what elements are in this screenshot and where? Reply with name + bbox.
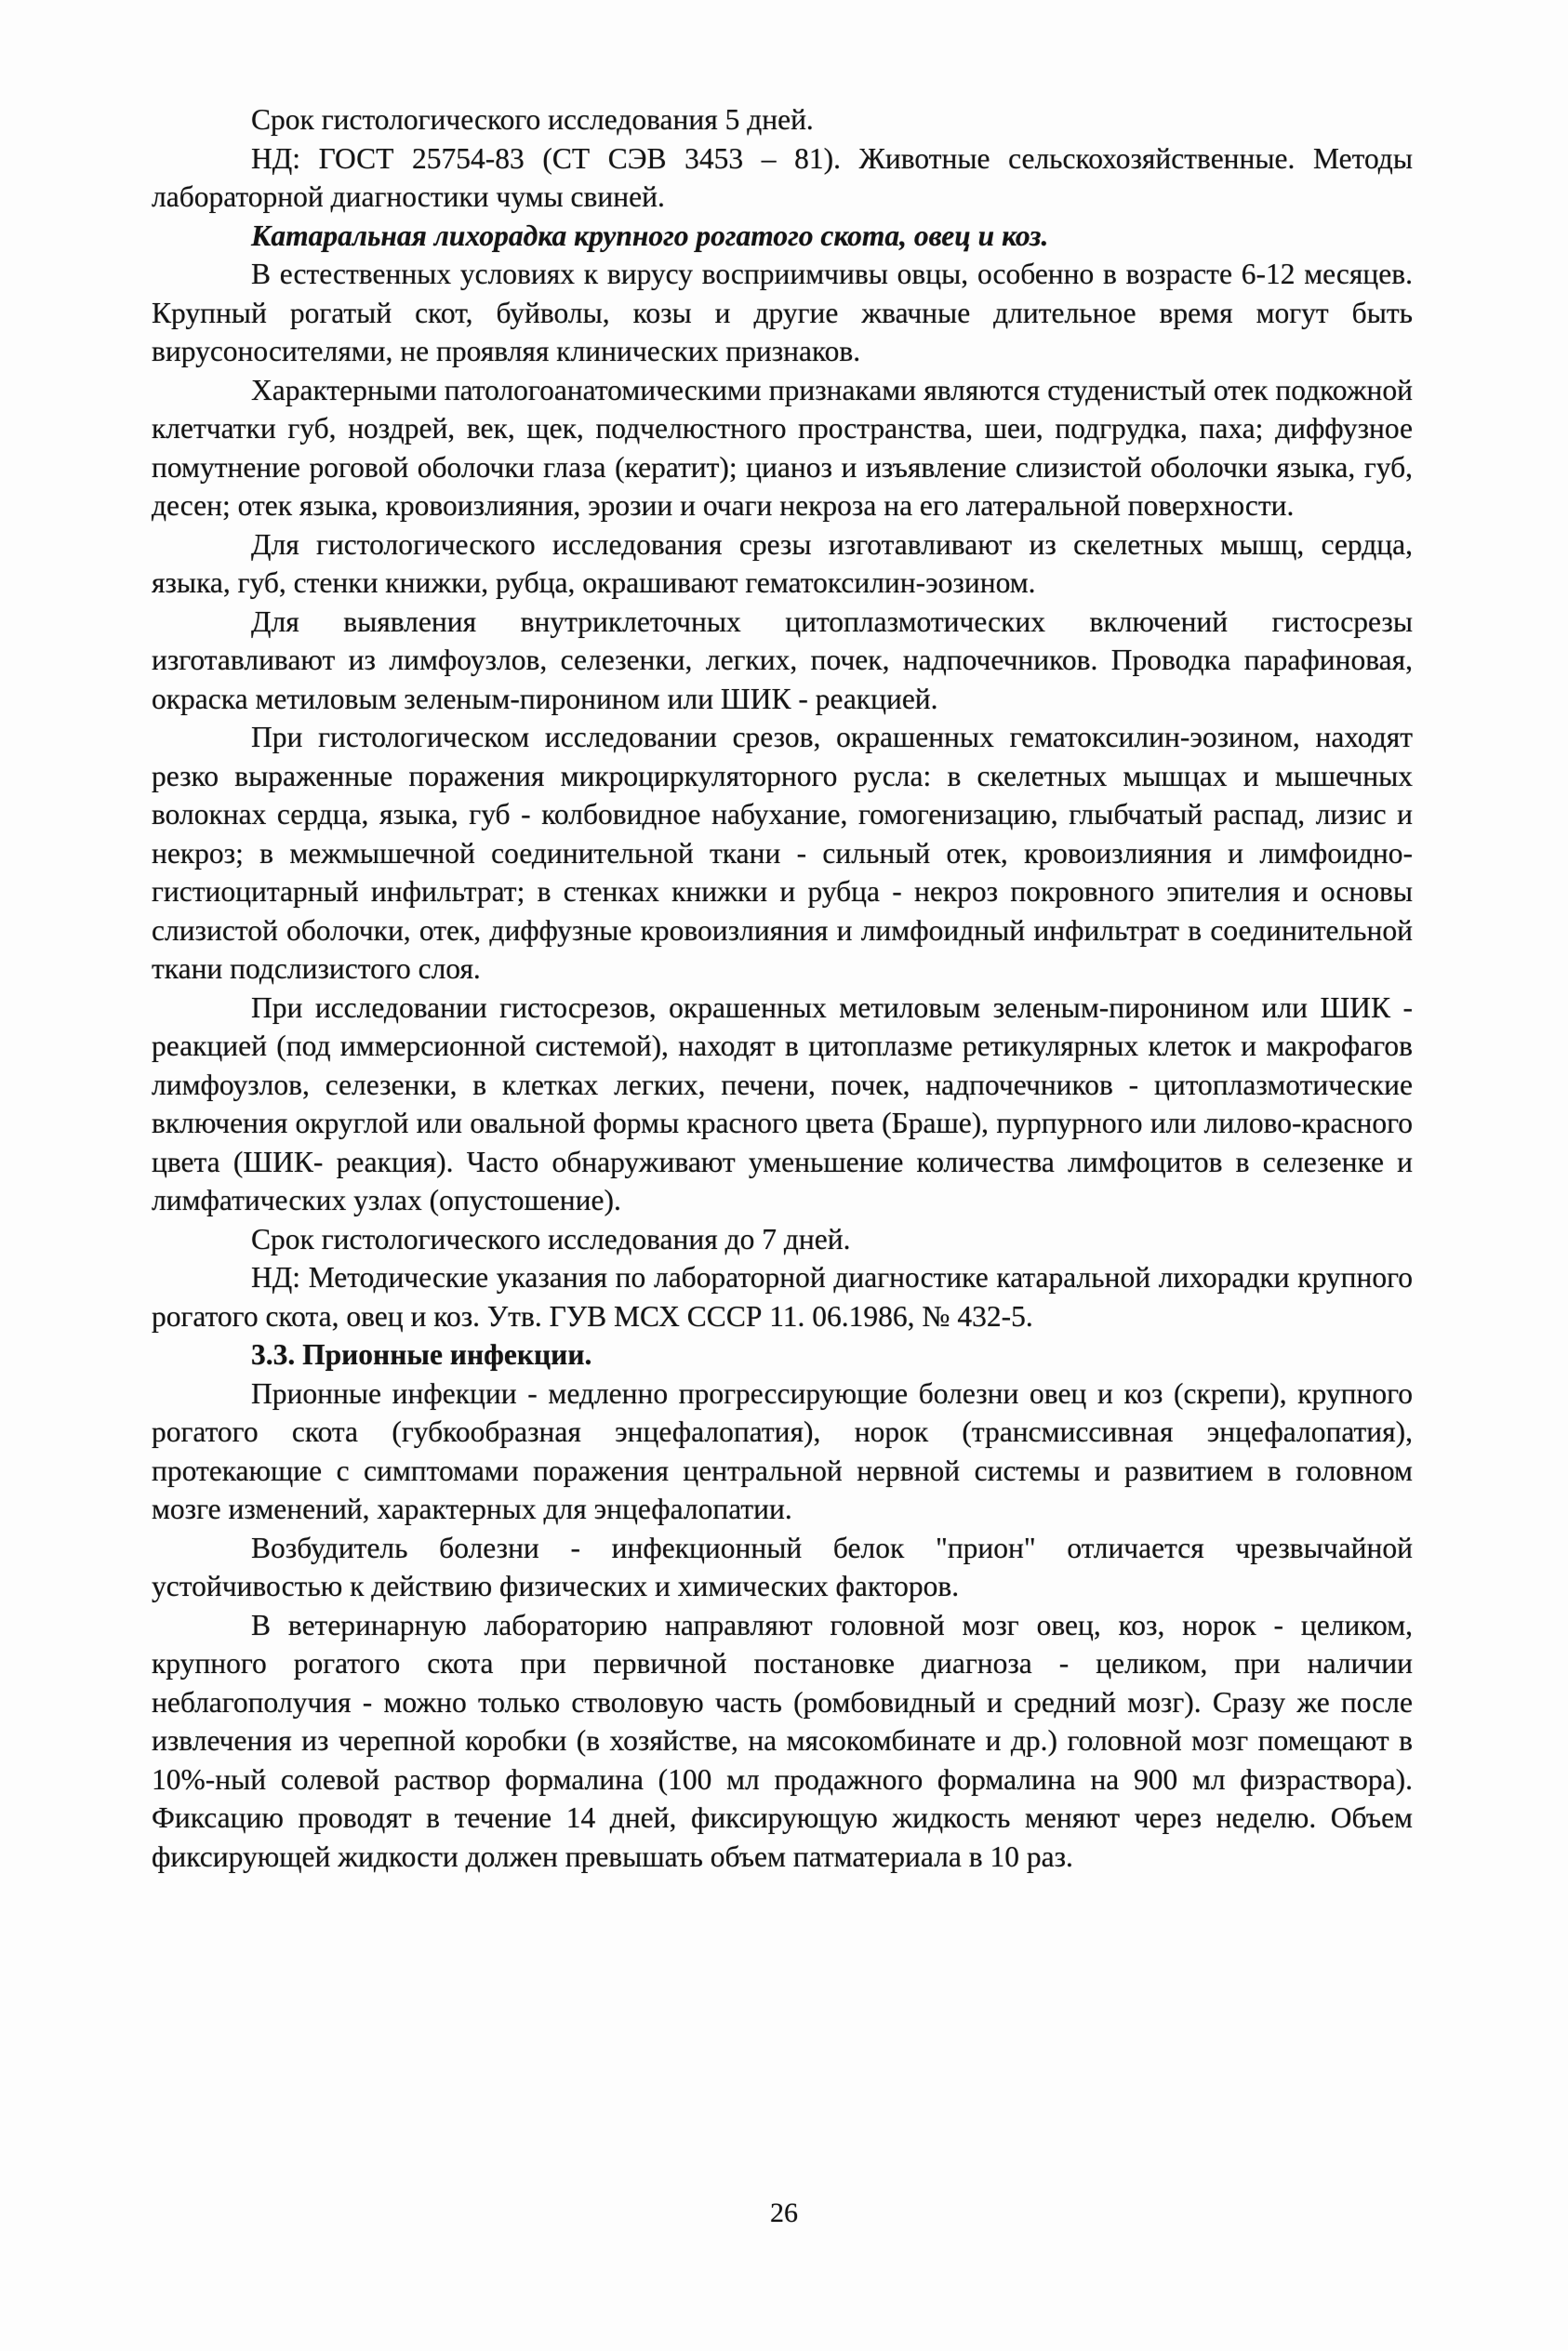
paragraph-normative-document: НД: ГОСТ 25754-83 (СТ СЭВ 3453 – 81). Животные сельскохозяйственные. Методы лабораторной диагностики чумы свиней. xyxy=(152,141,1413,213)
paragraph: Для гистологического исследования срезы изготавливают из скелетных мышц, сердца, языка, губ, стенки книжки, рубца, окрашивают гематоксилин-эозином. xyxy=(152,527,1413,599)
page-number: 26 xyxy=(770,2198,798,2228)
paragraph: Прионные инфекции - медленно прогрессирующие болезни овец и коз (скрепи), крупного рогатого скота (губкообразная энцефалопатия), норок (трансмиссивная энцефалопатия), протекающие с симптомами поражения центральной нервной системы и развитием в головном мозге изменений, характерных для энцефалопатии. xyxy=(152,1376,1413,1525)
page-body xyxy=(152,100,1413,1876)
paragraph: При гистологическом исследовании срезов, окрашенных гематоксилин-эозином, находят резко выраженные поражения микроциркуляторного русла: в скелетных мышцах и мышечных волокнах сердца, языка, губ - колбовидное набухание, гомогенизацию, глыбчатый распад, лизис и некроз; в межмышечной соединительной ткани - сильный отек, кровоизлияния и лимфоидно-гистиоцитарный инфильтрат; в стенках книжки и рубца - некроз покровного эпителия и основы слизистой оболочки, отек, диффузные кровоизлияния и лимфоидный инфильтрат в соединительной ткани подслизистого слоя. xyxy=(152,721,1413,985)
paragraph: Характерными патологоанатомическими признаками являются студенистый отек подкожной клетчатки губ, ноздрей, век, щек, подчелюстного пространства, шеи, подгрудка, паха; диффузное помутнение роговой оболочки глаза (кератит); цианоз и изъявление слизистой оболочки языка, губ, десен; отек языка, кровоизлияния, эрозии и очаги некроза на его латеральной поверхности. xyxy=(152,373,1413,522)
section-heading-catarrhal-fever: Катаральная лихорадка крупного рогатого скота, овец и коз. xyxy=(251,219,1049,252)
paragraph: В ветеринарную лабораторию направляют головной мозг овец, коз, норок - целиком, крупного рогатого скота при первичной постановке диагноза - целиком, при наличии неблагополучия - можно только стволовую часть (ромбовидный и средний мозг). Сразу же после извлечения из черепной коробки (в хозяйстве, на мясокомбинате и др.) головной мозг помещают в 10%-ный солевой раствор формалина (100 мл продажного формалина на 900 мл физраствора). Фиксацию проводят в течение 14 дней, фиксирующую жидкость меняют через неделю. Объем фиксирующей жидкости должен превышать объем патматериала в 10 раз. xyxy=(152,1608,1413,1873)
paragraph: Срок гистологического исследования до 7 дней. xyxy=(251,1222,851,1255)
paragraph: Возбудитель болезни - инфекционный белок "прион" отличается чрезвычайной устойчивостью к действию физических и химических факторов. xyxy=(152,1531,1413,1602)
paragraph: Для выявления внутриклеточных цитоплазмотических включений гистосрезы изготавливают из лимфоузлов, селезенки, легких, почек, надпочечников. Проводка парафиновая, окраска метиловым зеленым-пиронином или ШИК - реакцией. xyxy=(152,604,1413,715)
paragraph: В естественных условиях к вирусу восприимчивы овцы, особенно в возрасте 6-12 месяцев. Крупный рогатый скот, буйволы, козы и другие жвачные длительное время могут быть вирусоносителями, не проявляя клинических признаков. xyxy=(152,258,1413,367)
paragraph: При исследовании гистосрезов, окрашенных метиловым зеленым-пиронином или ШИК - реакцией (под иммерсионной системой), находят в цитоплазме ретикулярных клеток и макрофагов лимфоузлов, селезенки, в клетках легких, печени, почек, надпочечников - цитоплазмотические включения округлой или овальной формы красного цвета (Браше), пурпурного или лилово-красного цвета (ШИК- реакция). Часто обнаруживают уменьшение количества лимфоцитов в селезенке и лимфатических узлах (опустошение). xyxy=(152,990,1413,1216)
subsection-heading-prion-infections: 3.3. Прионные инфекции. xyxy=(251,1338,592,1371)
paragraph-study-period: Срок гистологического исследования 5 дней. xyxy=(251,103,814,136)
paragraph: НД: Методические указания по лабораторной диагностике катаральной лихорадки крупного рогатого скота, овец и коз. Утв. ГУВ МСХ СССР 11. 06.1986, № 432-5. xyxy=(152,1261,1413,1333)
